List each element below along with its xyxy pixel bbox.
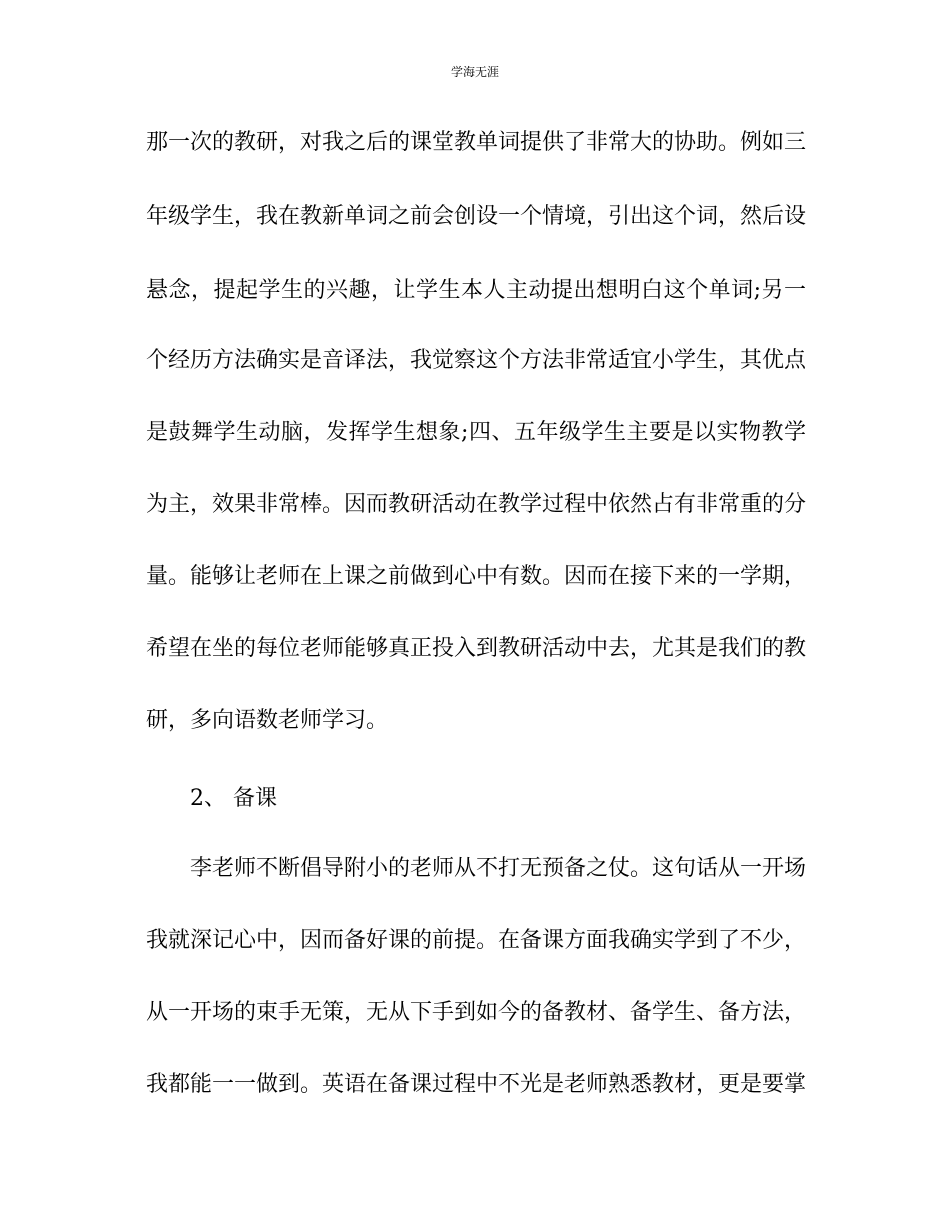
text-line: 为主，效果非常棒。因而教研活动在教学过程中依然占有非常重的分 <box>146 492 807 517</box>
text-line: 年级学生，我在教新单词之前会创设一个情境，引出这个词，然后设 <box>146 204 807 229</box>
text-line: 那一次的教研，对我之后的课堂教单词提供了非常大的协助。例如三 <box>146 130 807 155</box>
text-line: 量。能够让老师在上课之前做到心中有数。因而在接下来的一学期， <box>146 564 807 589</box>
text-line: 研，多向语数老师学习。 <box>146 708 389 733</box>
text-line: 我就深记心中，因而备好课的前提。在备课方面我确实学到了不少， <box>146 928 807 953</box>
page-header: 学海无涯 <box>450 65 499 79</box>
text-line: 我都能一一做到。英语在备课过程中不光是老师熟悉教材，更是要掌 <box>146 1072 807 1097</box>
text-line: 从一开场的束手无策，无从下手到如今的备教材、备学生、备方法， <box>146 1000 807 1025</box>
text-line: 个经历方法确实是音译法，我觉察这个方法非常适宜小学生，其优点 <box>146 348 807 373</box>
text-line: 希望在坐的每位老师能够真正投入到教研活动中去，尤其是我们的教 <box>146 636 807 661</box>
text-line: 是鼓舞学生动脑，发挥学生想象;四、五年级学生主要是以实物教学 <box>146 420 806 445</box>
section-heading: 2、 备课 <box>190 786 277 811</box>
text-line: 李老师不断倡导附小的老师从不打无预备之仗。这句话从一开场 <box>190 856 807 881</box>
text-line: 悬念，提起学生的兴趣，让学生本人主动提出想明白这个单词;另一 <box>146 278 806 303</box>
